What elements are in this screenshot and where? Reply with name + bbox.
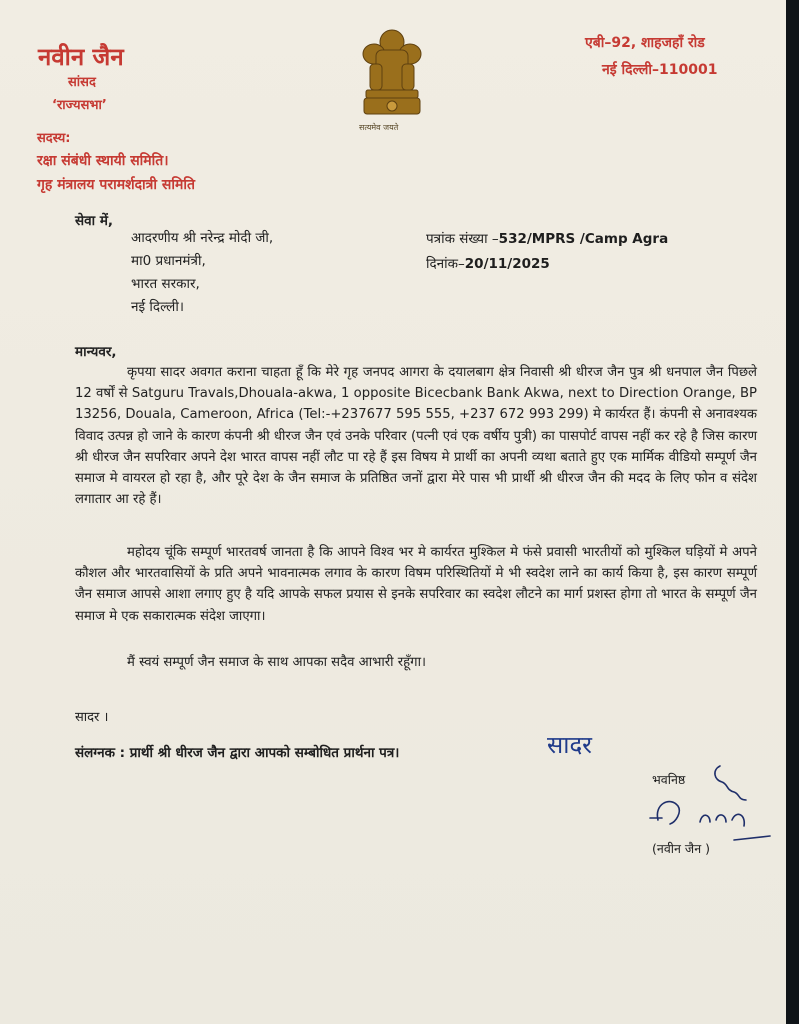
emblem-motto: सत्यमेव जयते xyxy=(359,123,399,132)
sender-address-line1: एबी–92, शाहजहाँ रोड xyxy=(585,35,705,51)
sender-house: ‘राज्यसभा’ xyxy=(52,98,107,113)
body-paragraph: महोदय चूंकि सम्पूर्ण भारतवर्ष जानता है कि आपने विश्व भर मे कार्यरत मुश्किल मे फंसे प्रवासी भारतीयों को मुश्किल घड़ियों मे अपने कौशल और भारतवासियों के प्रति अपने भावनात्मक लगाव के कारण विषम परिस्थितियों मे भी स्वदेश लाने का कार्य किया है, इस कारण सम्पूर्ण जैन समाज आपसे आशा लगाए हुए है यदि आपके सफल प्रयास से इनके सपरिवार का स्वदेश लौटने का मार्ग प्रशस्त होगा तो भारत के सम्पूर्ण जैन समाज मे एक सकारात्मक संदेश जाएगा। xyxy=(75,545,757,624)
sender-name: नवीन जैन xyxy=(38,43,124,71)
member-label: सदस्य: xyxy=(37,131,71,146)
recipient-line: नई दिल्ली। xyxy=(131,299,184,315)
handwritten-note: सादर xyxy=(547,731,592,759)
recipient-line: भारत सरकार, xyxy=(131,276,200,292)
letter-number-label: पत्रांक संख्या – xyxy=(426,231,499,247)
to-label: सेवा में, xyxy=(75,213,114,229)
attachment-note: संलग्नक : प्रार्थी श्री धीरज जैन द्वारा आपको सम्बोधित प्रार्थना पत्र। xyxy=(75,745,400,761)
signature-icon xyxy=(640,760,780,850)
body-paragraph: कृपया सादर अवगत कराना चाहता हूँ कि मेरे गृह जनपद आगरा के दयालबाग क्षेत्र निवासी श्री धीरज जैन पुत्र श्री धनपाल जैन पिछले 12 वर्षों से Satguru Travals,Dhouala-akwa, 1 opposite Bicecbank Bank Akwa, next to Direction Orange, BP 13256, Douala, Cameroon, Africa (Tel:-+237677 595 555, +237 672 993 299) मे कार्यरत हैं। कंपनी से अनावश्यक विवाद उत्पन्न हो जाने के कारण कंपनी श्री धीरज जैन एवं उनके परिवार (पत्नी एवं एक वर्षीय पुत्री) का पासपोर्ट वापस नहीं कर रहे है जिस कारण श्री धीरज जैन सपरिवार अपने देश भारत वापस नहीं लौट पा रहे हैं इस विषय मे प्रार्थी का अपनी व्यथा बताते हुए एक मार्मिक वीडियो सम्पूर्ण जैन समाज मे वायरल हो रहा है, और पूरे देश के जैन समाज के प्रतिष्ठित जनों द्वारा मेरे पास भी प्रार्थी श्री धीरज जैन की मदद के लिए फोन व संदेश लगातार आ रहे हैं। xyxy=(75,365,757,508)
letter-date xyxy=(426,252,668,277)
signer-name: (नवीन जैन ) xyxy=(652,841,710,856)
date-label: दिनांक– xyxy=(426,256,465,272)
letter-number-value: 532/MPRS /Camp Agra xyxy=(498,231,669,247)
sender-address-line2: नई दिल्ली–110001 xyxy=(602,62,718,78)
committee-item: रक्षा संबंधी स्थायी समिति। xyxy=(37,153,169,169)
committee-item: गृह मंत्रालय परामर्शदात्री समिति xyxy=(37,177,195,193)
recipient-line: मा0 प्रधानमंत्री, xyxy=(131,253,206,269)
recipient-address xyxy=(131,227,273,319)
closing: सादर । xyxy=(75,710,109,725)
yours-label: भवनिष्ठ xyxy=(652,772,686,787)
reference-block xyxy=(426,227,668,277)
body-paragraph: मैं स्वयं सम्पूर्ण जैन समाज के साथ आपका सदैव आभारी रहूँगा। xyxy=(127,655,427,670)
recipient-line: आदरणीय श्री नरेन्द्र मोदी जी, xyxy=(131,230,274,246)
greeting: मान्यवर, xyxy=(75,344,117,360)
page-edge-border xyxy=(786,0,799,1024)
letter-number xyxy=(426,227,668,252)
sender-designation: सांसद xyxy=(68,75,96,90)
date-value: 20/11/2025 xyxy=(464,256,550,272)
